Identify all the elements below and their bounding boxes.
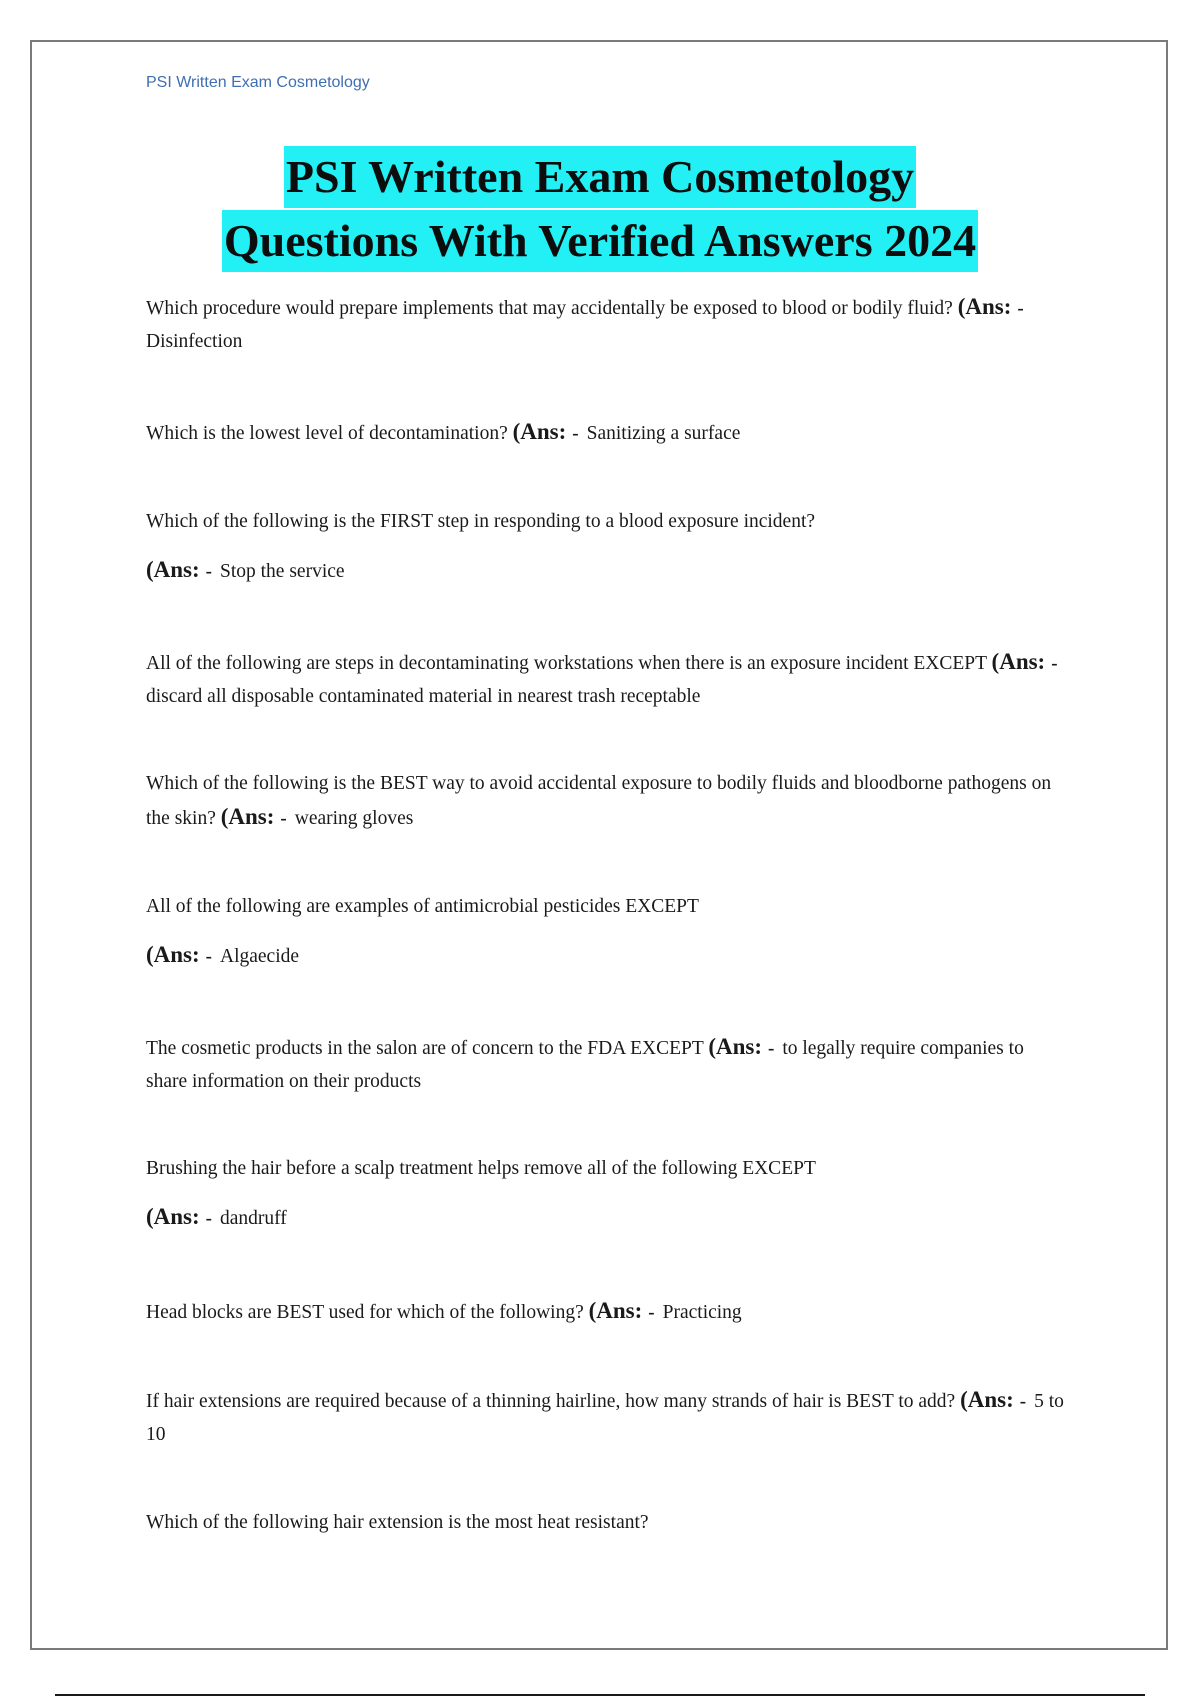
answer-text: Disinfection [146, 331, 243, 352]
qa-item [146, 505, 1066, 588]
question-text: All of the following are examples of antimicrobial pesticides EXCEPT [146, 896, 699, 917]
answer-dash: - [1051, 653, 1058, 674]
answer-label: (Ans: [512, 419, 567, 444]
answer-dash: - [572, 423, 579, 444]
answer-text: Sanitizing a surface [586, 423, 741, 444]
bottom-rule [55, 1694, 1145, 1696]
qa-item [146, 890, 1066, 973]
answer-dash: - [767, 1038, 775, 1059]
answer-dash: - [280, 808, 287, 829]
answer-label: (Ans: [991, 649, 1046, 674]
answer-label: (Ans: [708, 1034, 762, 1059]
answer-label: (Ans: [588, 1298, 643, 1323]
document-title [0, 145, 1200, 273]
answer-dash: - [205, 561, 212, 582]
answer-text: Algaecide [220, 946, 300, 967]
answer-text: Stop the service [220, 561, 345, 582]
answer-label: (Ans: [220, 804, 275, 829]
answer-dash: - [205, 1208, 212, 1229]
qa-item [146, 645, 1066, 713]
answer-text: Practicing [662, 1302, 742, 1323]
qa-item [146, 767, 1066, 835]
answer-dash: - [1017, 298, 1024, 319]
answer-label: (Ans: [960, 1387, 1014, 1412]
answer-dash: - [205, 946, 212, 967]
qa-item [146, 1152, 1066, 1235]
question-text: Which of the following hair extension is the most heat resistant? [146, 1512, 649, 1533]
answer-label: (Ans: [957, 294, 1012, 319]
running-header: PSI Written Exam Cosmetology [146, 74, 370, 91]
question-text: If hair extensions are required because of a thinning hairline, how many strands of hair is BEST to add? [146, 1391, 956, 1412]
question-text: Head blocks are BEST used for which of the following? [146, 1302, 584, 1323]
qa-item [146, 290, 1066, 358]
answer-text: wearing gloves [294, 808, 414, 829]
qa-item [146, 415, 1066, 450]
qa-item [146, 1030, 1066, 1098]
question-text: All of the following are steps in decontaminating workstations when there is an exposure incident EXCEPT [146, 653, 987, 674]
answer-label: (Ans: [146, 557, 200, 582]
answer-dash: - [1019, 1391, 1027, 1412]
title-line-1: PSI Written Exam Cosmetology [284, 146, 916, 208]
answer-text: dandruff [220, 1208, 287, 1229]
answer-text: discard all disposable contaminated material in nearest trash receptable [146, 686, 701, 707]
question-text: Brushing the hair before a scalp treatment helps remove all of the following EXCEPT [146, 1158, 816, 1179]
qa-item [146, 1294, 1066, 1329]
question-text: Which procedure would prepare implements that may accidentally be exposed to blood or bodily fluid? [146, 298, 953, 319]
question-text: Which of the following is the BEST way to avoid accidental exposure to bodily fluids and bloodborne pathogens on the skin? [146, 773, 1052, 829]
question-text: Which is the lowest level of decontamination? [146, 423, 508, 444]
question-text: The cosmetic products in the salon are of concern to the FDA EXCEPT [146, 1038, 704, 1059]
answer-label: (Ans: [146, 1204, 200, 1229]
question-text: Which of the following is the FIRST step in responding to a blood exposure incident? [146, 511, 816, 532]
title-line-2: Questions With Verified Answers 2024 [222, 210, 978, 272]
answer-dash: - [648, 1302, 655, 1323]
qa-item [146, 1383, 1066, 1451]
answer-text: to legally require companies to share information on their products [146, 1038, 1024, 1092]
qa-item [146, 1506, 1066, 1539]
answer-label: (Ans: [146, 942, 200, 967]
answer-text: 5 to 10 [146, 1391, 1064, 1445]
